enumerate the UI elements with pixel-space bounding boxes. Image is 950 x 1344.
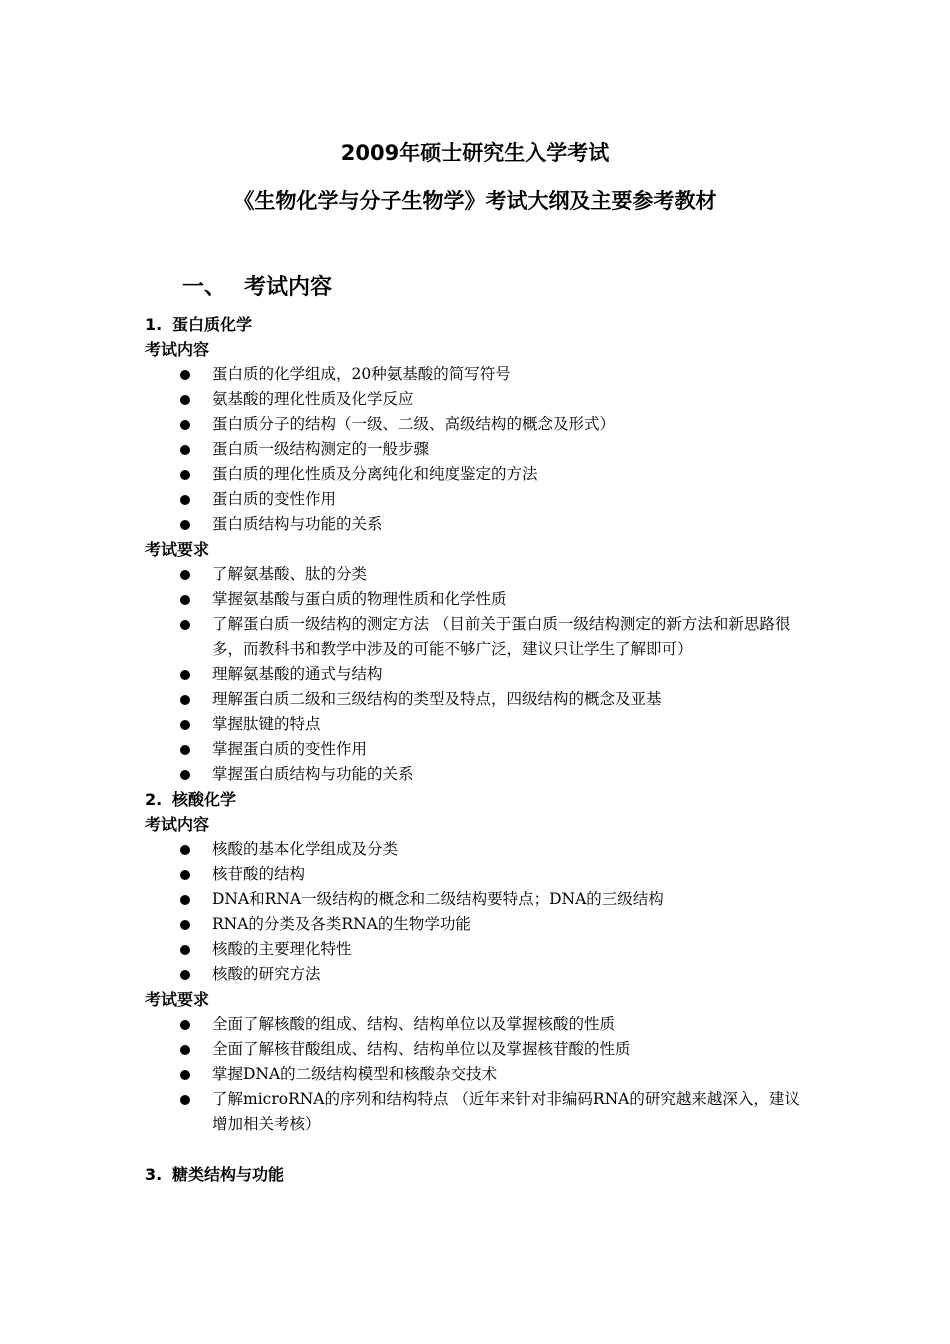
content-list [145,837,825,987]
bullet-icon [180,970,190,980]
list-item: 掌握蛋白质的变性作用 [145,737,812,762]
bullet-icon [180,620,190,630]
list-item: 蛋白质一级结构测定的一般步骤 [145,437,812,462]
section-heading [145,1162,825,1187]
bullet-icon [180,470,190,480]
list-item: 核酸的主要理化特性 [145,937,812,962]
list-item: 了解蛋白质一级结构的测定方法 （目前关于蛋白质一级结构测定的新方法和新思路很多，而教科书和教学中涉及的可能不够广泛，建议只让学生了解即可） [145,612,812,662]
bullet-icon [180,745,190,755]
bullet-icon [180,595,190,605]
list-item: 核苷酸的结构 [145,862,812,887]
list-item: 核酸的基本化学组成及分类 [145,837,812,862]
bullet-icon [180,845,190,855]
section-number: 3. [145,1165,163,1184]
section-heading [145,312,825,337]
bullet-icon [180,920,190,930]
content-label: 考试内容 [145,340,210,359]
bullet-icon [180,895,190,905]
requirement-label: 考试要求 [145,990,210,1009]
list-item: RNA的分类及各类RNA的生物学功能 [145,912,812,937]
bullet-icon [180,395,190,405]
list-item: 掌握蛋白质结构与功能的关系 [145,762,812,787]
chapter-number: 一、 [182,275,227,300]
requirement-list [145,562,825,787]
bullet-icon [180,670,190,680]
chapter-heading [182,272,332,304]
document-subtitle: 《生物化学与分子生物学》考试大纲及主要参考教材 [233,189,717,213]
bullet-icon [180,570,190,580]
section-number: 1. [145,315,163,334]
list-item: 全面了解核苷酸组成、结构、结构单位以及掌握核苷酸的性质 [145,1037,812,1062]
section-title: 蛋白质化学 [172,315,253,334]
list-item: 掌握肽键的特点 [145,712,812,737]
section-title: 糖类结构与功能 [172,1165,285,1184]
bullet-icon [180,945,190,955]
section-heading [145,787,825,812]
list-item: 理解氨基酸的通式与结构 [145,662,812,687]
list-item: DNA和RNA一级结构的概念和二级结构要特点；DNA的三级结构 [145,887,812,912]
bullet-icon [180,420,190,430]
content-list [145,362,825,537]
section-number: 2. [145,790,163,809]
bullet-icon [180,1095,190,1105]
spacer [145,1137,825,1162]
chapter-title: 考试内容 [244,275,333,300]
list-item: 掌握氨基酸与蛋白质的物理性质和化学性质 [145,587,812,612]
requirement-label: 考试要求 [145,540,210,559]
list-item: 核酸的研究方法 [145,962,812,987]
bullet-icon [180,1020,190,1030]
document-title: 2009年硕士研究生入学考试 [340,141,610,165]
list-item: 了解microRNA的序列和结构特点 （近年来针对非编码RNA的研究越来越深入，建议增加相关考核） [145,1087,812,1137]
bullet-icon [180,1045,190,1055]
list-item: 掌握DNA的二级结构模型和核酸杂交技术 [145,1062,812,1087]
list-item: 理解蛋白质二级和三级结构的类型及特点，四级结构的概念及亚基 [145,687,812,712]
list-item: 蛋白质结构与功能的关系 [145,512,812,537]
content-label: 考试内容 [145,815,210,834]
list-item: 蛋白质分子的结构（一级、二级、高级结构的概念及形式） [145,412,812,437]
list-item: 蛋白质的理化性质及分离纯化和纯度鉴定的方法 [145,462,812,487]
section-title: 核酸化学 [172,790,237,809]
bullet-icon [180,1070,190,1080]
bullet-icon [180,695,190,705]
requirement-list [145,1012,825,1137]
list-item: 全面了解核酸的组成、结构、结构单位以及掌握核酸的性质 [145,1012,812,1037]
list-item: 氨基酸的理化性质及化学反应 [145,387,812,412]
list-item: 了解氨基酸、肽的分类 [145,562,812,587]
bullet-icon [180,495,190,505]
bullet-icon [180,370,190,380]
bullet-icon [180,445,190,455]
bullet-icon [180,720,190,730]
bullet-icon [180,870,190,880]
list-item: 蛋白质的化学组成，20种氨基酸的简写符号 [145,362,812,387]
list-item: 蛋白质的变性作用 [145,487,812,512]
bullet-icon [180,520,190,530]
document-body [145,312,825,1187]
bullet-icon [180,770,190,780]
